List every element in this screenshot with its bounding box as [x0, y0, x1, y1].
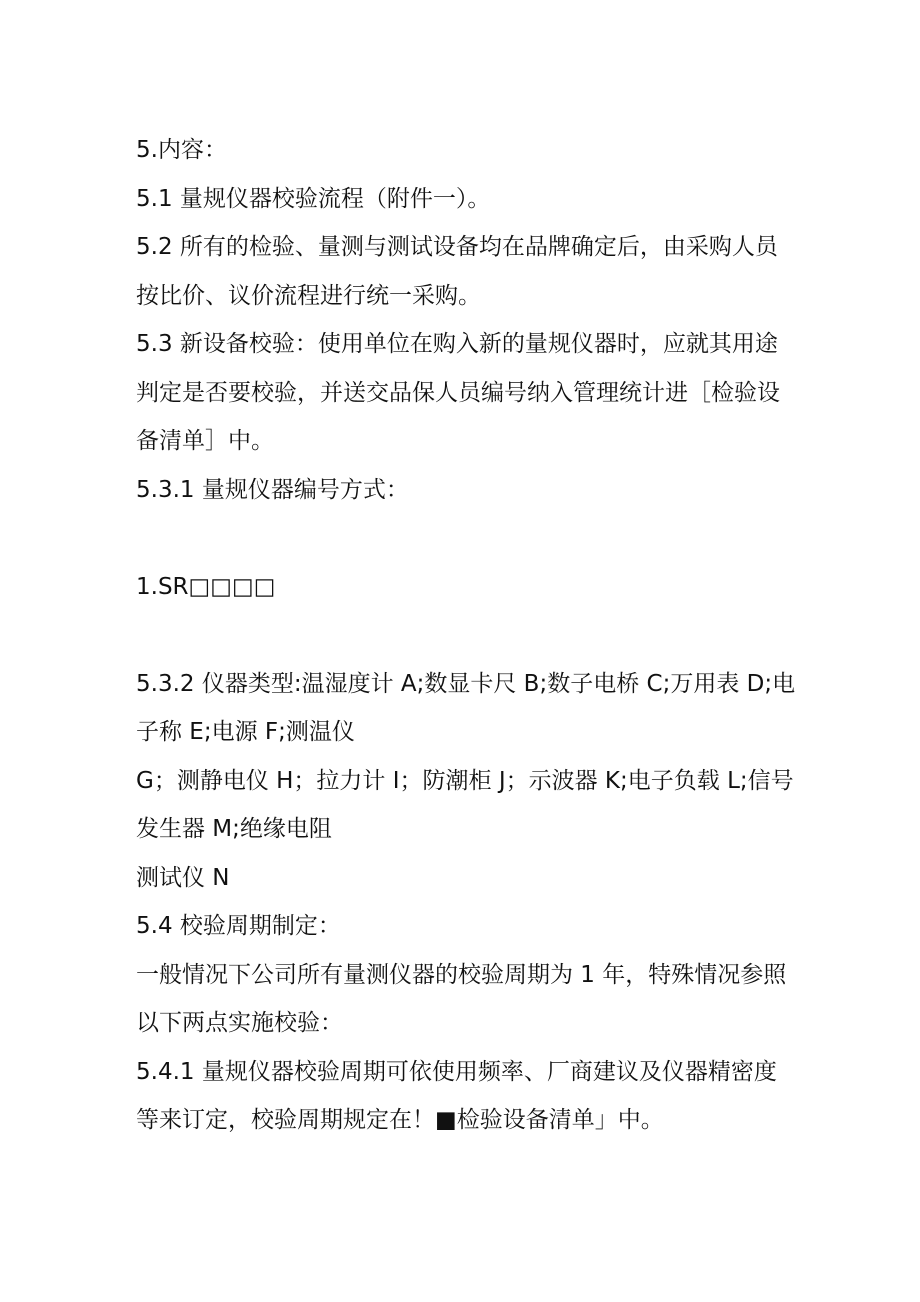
document-body [136, 126, 796, 1145]
spacer [136, 514, 796, 563]
code-format: 1.SR□□□□ [136, 574, 276, 600]
section-5-1: 5.1 量规仪器校验流程（附件一）。 [136, 185, 491, 212]
section-5-3-2-part-a: 5.3.2 仪器类型:温湿度计 A;数显卡尺 B;数子电桥 C;万用表 D;电子称 E;电源 F;测温仪 [136, 670, 796, 745]
section-5-2: 5.2 所有的检验、量测与测试设备均在品牌确定后，由采购人员按比价、议价流程进行统一采购。 [136, 234, 778, 309]
section-5-3: 5.3 新设备校验：使用单位在购入新的量规仪器时，应就其用途判定是否要校验，并送交品保人员编号纳入管理统计进［检验设备清单］中。 [136, 331, 780, 454]
section-5-3-2-part-b: G；测静电仪 H；拉力计 I；防潮柜 J；示波器 K;电子负载 L;信号发生器 M;绝缘电阻 [136, 767, 794, 842]
spacer [136, 612, 796, 660]
section-5-3-2-part-c: 测试仪 N [136, 864, 230, 891]
section-5-3-1-heading: 5.3.1 量规仪器编号方式： [136, 476, 409, 503]
section-5-4-1: 5.4.1 量规仪器校验周期可依使用频率、厂商建议及仪器精密度等来订定，校验周期规定在！■检验设备清单」中。 [136, 1058, 777, 1133]
section-5-4-heading: 5.4 校验周期制定： [136, 913, 341, 939]
section-5-4-body: 一般情况下公司所有量测仪器的校验周期为 1 年，特殊情况参照以下两点实施校验： [136, 961, 787, 1036]
section-5-heading: 5.内容： [136, 137, 227, 163]
